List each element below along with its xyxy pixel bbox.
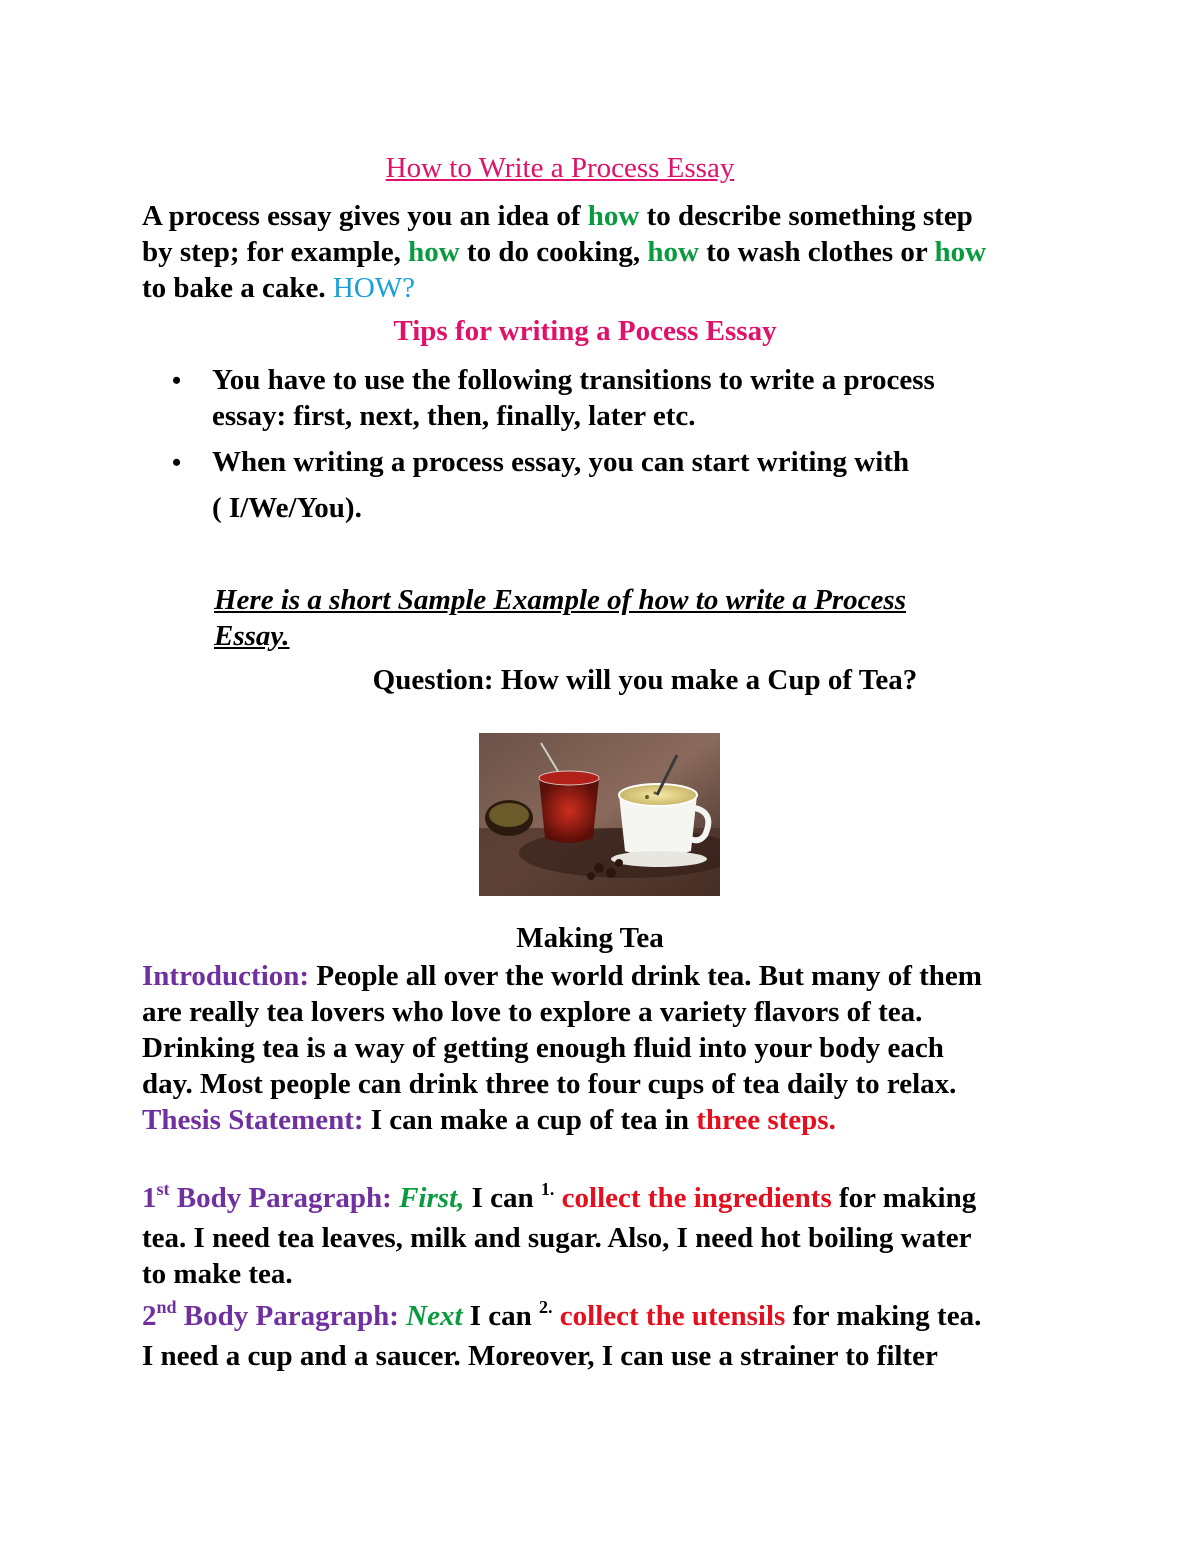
- introduction-line-2: are really tea lovers who love to explore a variety flavors of tea.: [142, 996, 923, 1028]
- thesis-text: I can make a cup of tea in: [363, 1104, 697, 1136]
- intro-text: to bake a cake.: [142, 272, 333, 304]
- how-keyword: how: [408, 236, 460, 268]
- transition-first: First,: [399, 1182, 465, 1214]
- essay-title: Making Tea: [516, 922, 664, 954]
- body-1-line-3: to make tea.: [142, 1258, 293, 1290]
- introduction-label: Introduction:: [142, 960, 310, 992]
- thesis-line: [142, 1102, 836, 1138]
- tea-cups-photo: [479, 733, 720, 896]
- intro-line-3: [142, 270, 415, 306]
- intro-line-2: [142, 234, 986, 270]
- step-highlight: collect the ingredients: [554, 1182, 832, 1214]
- intro-text: to describe something step: [639, 200, 973, 232]
- intro-line-1: [142, 198, 973, 234]
- bullet-1-line-2: essay: first, next, then, finally, later etc.: [212, 400, 696, 432]
- thesis-steps: three steps.: [696, 1104, 836, 1136]
- how-caps-keyword: HOW?: [332, 272, 416, 304]
- body-1-line-2: tea. I need tea leaves, milk and sugar. Also, I need hot boiling water: [142, 1222, 972, 1254]
- intro-text: by step; for example,: [142, 236, 409, 268]
- how-keyword: how: [934, 236, 987, 268]
- introduction-line-3: Drinking tea is a way of getting enough fluid into your body each: [142, 1032, 944, 1064]
- how-keyword: how: [647, 236, 699, 268]
- page-title: How to Write a Process Essay: [385, 152, 735, 184]
- thesis-label: Thesis Statement:: [142, 1104, 364, 1136]
- body-1-line-1: [142, 1180, 976, 1216]
- tips-heading: Tips for writing a Pocess Essay: [393, 315, 777, 347]
- body-text: for making: [831, 1182, 977, 1214]
- body-text: I can: [464, 1182, 541, 1214]
- bullet-2-line-2: ( I/We/You).: [212, 492, 362, 524]
- question: Question: How will you make a Cup of Tea?: [372, 664, 918, 696]
- bullet-icon: •: [172, 366, 182, 395]
- step-number: 2.: [539, 1297, 553, 1317]
- body-text: for making tea.: [785, 1300, 982, 1332]
- intro-text: to wash clothes or: [698, 236, 935, 268]
- bullet-icon: •: [172, 448, 182, 477]
- body-1-label: 1st Body Paragraph:: [142, 1179, 400, 1214]
- step-highlight: collect the utensils: [552, 1300, 786, 1332]
- introduction-text: People all over the world drink tea. But many of them: [309, 960, 982, 992]
- step-number: 1.: [540, 1179, 555, 1199]
- transition-next: Next: [406, 1300, 463, 1332]
- bullet-2-line-1: When writing a process essay, you can start writing with: [212, 446, 910, 478]
- bullet-1-line-1: You have to use the following transitions to write a process: [212, 364, 935, 396]
- body-2-label: 2nd Body Paragraph:: [142, 1297, 407, 1332]
- introduction-line-4: day. Most people can drink three to four cups of tea daily to relax.: [142, 1068, 957, 1100]
- how-keyword: how: [587, 200, 640, 232]
- sample-heading-line-2: Essay.: [214, 620, 290, 652]
- sample-heading-line-1: Here is a short Sample Example of how to write a Process: [214, 584, 906, 616]
- introduction-line-1: [142, 958, 982, 994]
- body-2-line-1: [142, 1298, 981, 1334]
- body-text: I can: [462, 1300, 540, 1332]
- intro-text: A process essay gives you an idea of: [142, 200, 588, 232]
- intro-text: to do cooking,: [459, 236, 648, 268]
- body-2-line-2: I need a cup and a saucer. Moreover, I can use a strainer to filter: [142, 1340, 938, 1372]
